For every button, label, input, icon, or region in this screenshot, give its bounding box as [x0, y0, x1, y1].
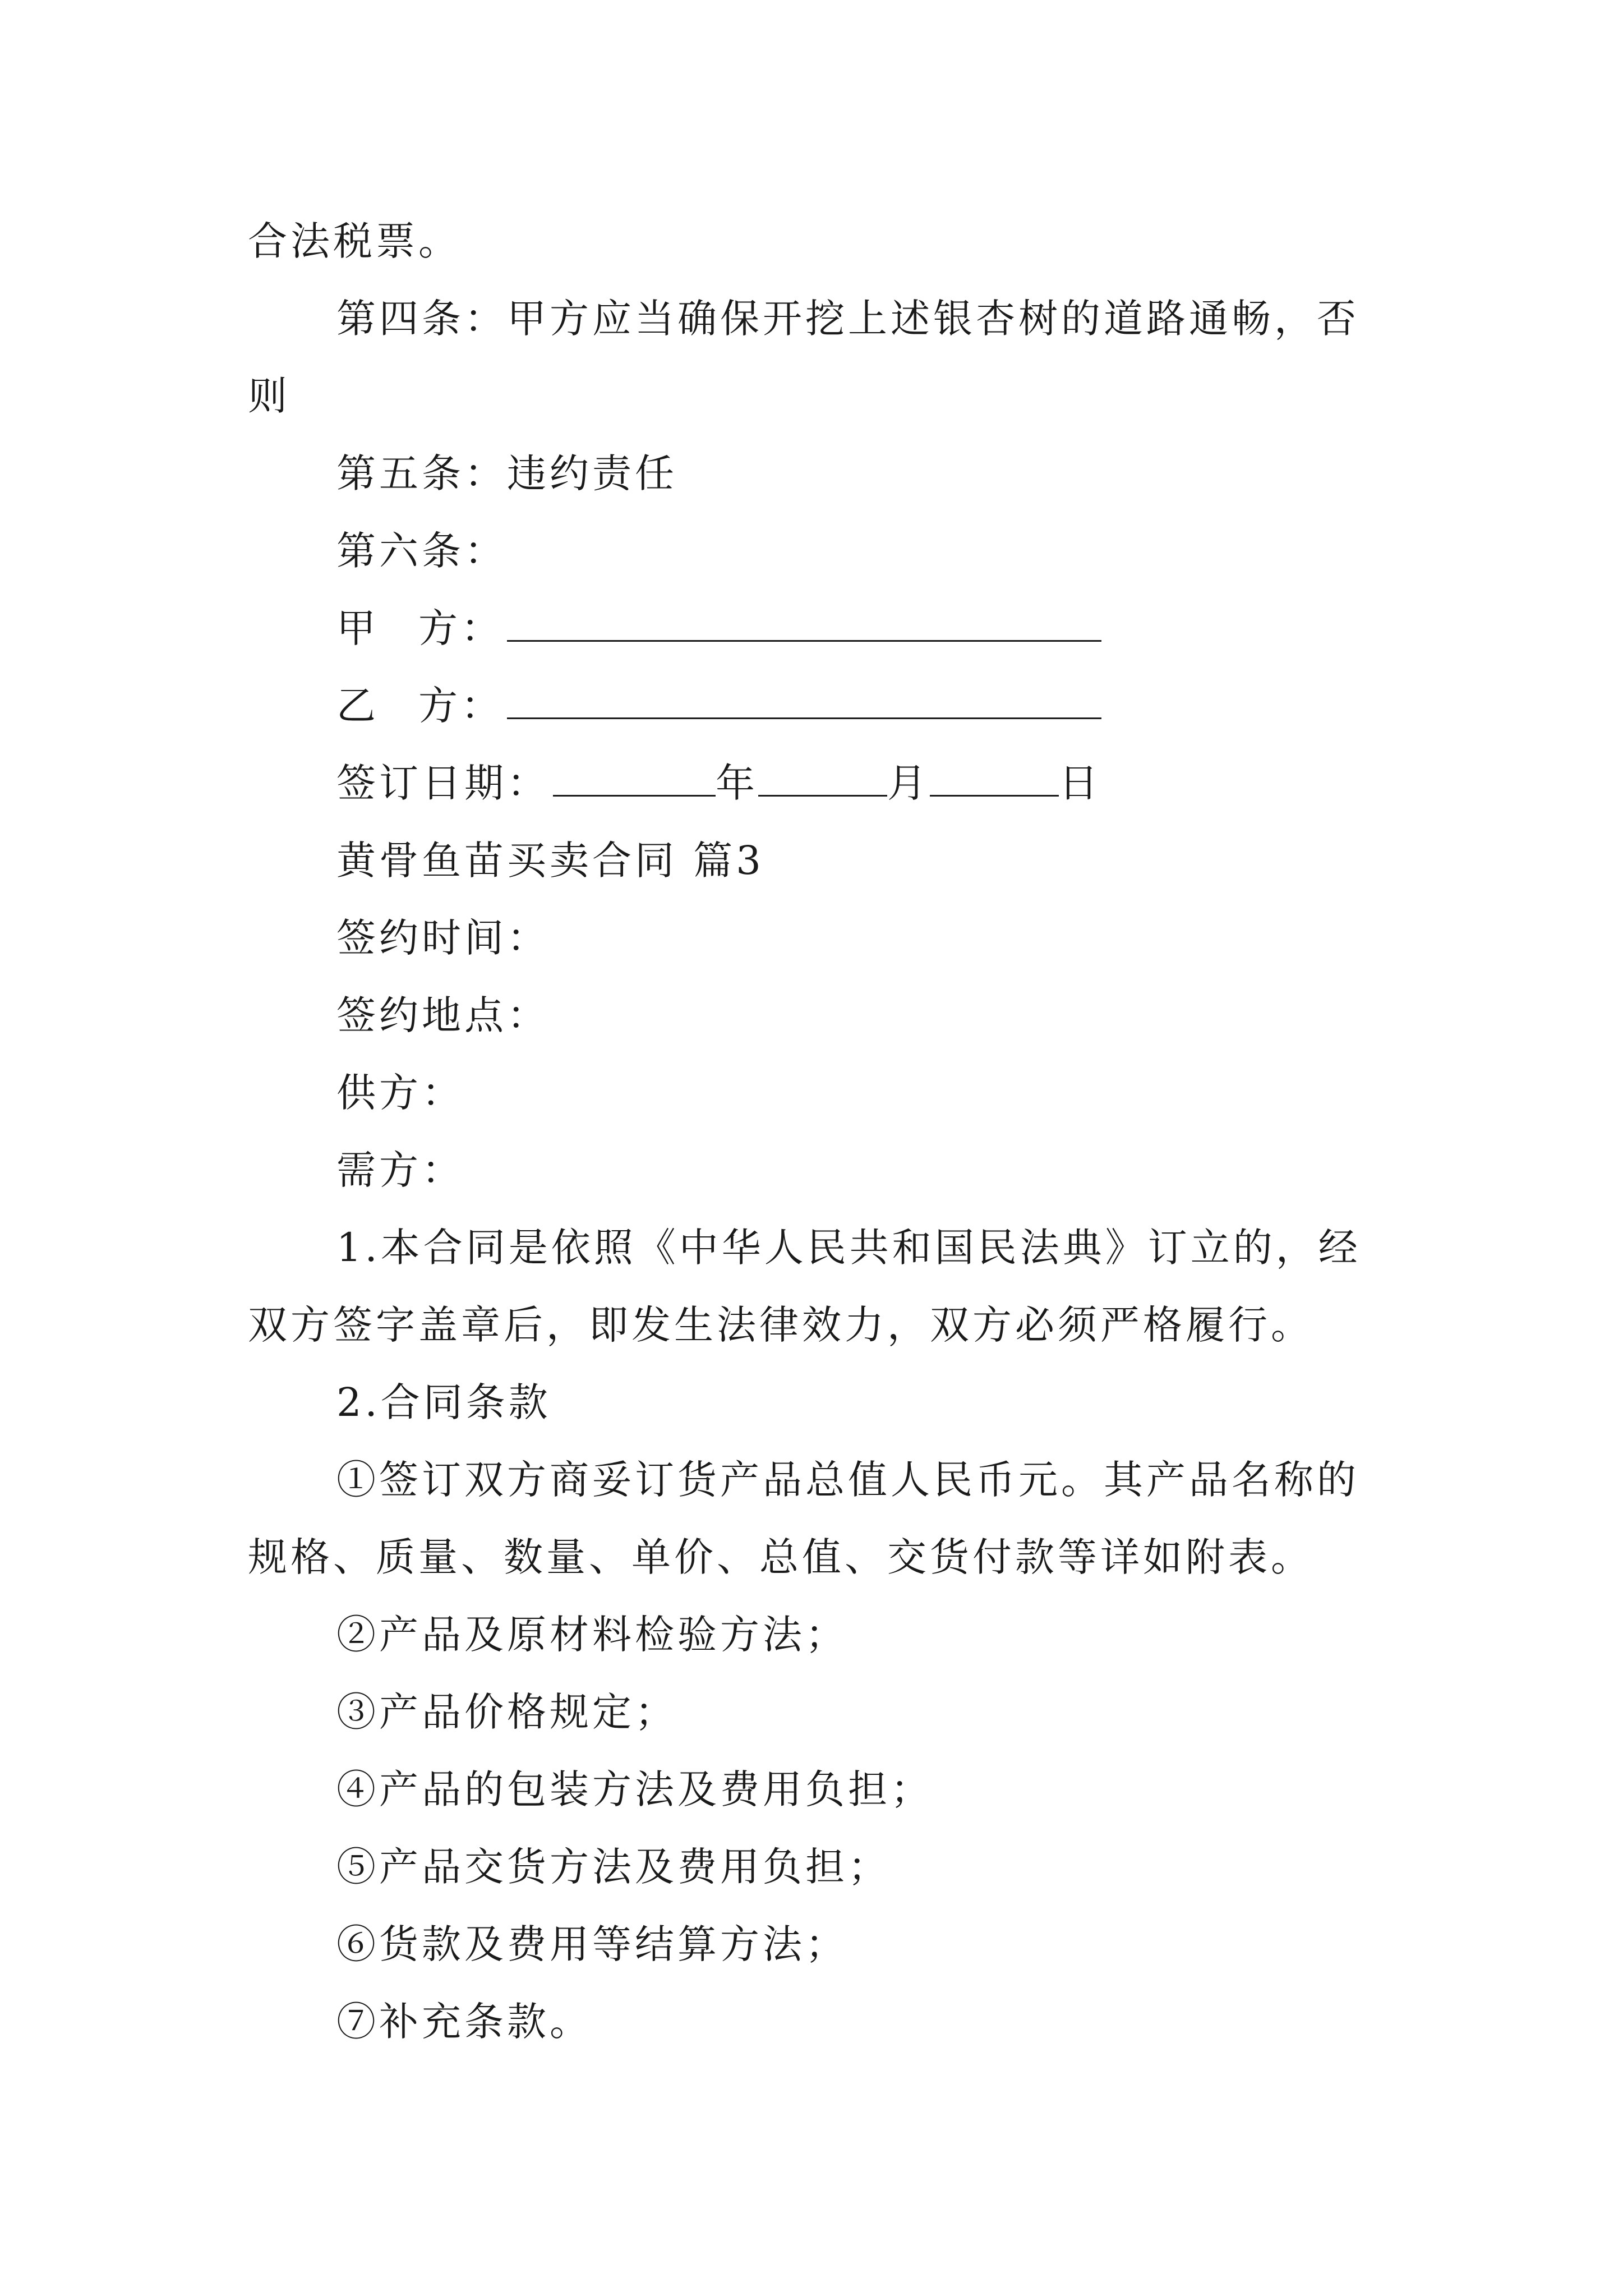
sign-date-label: 签订日期： [336, 760, 550, 806]
month-label: 月 [887, 760, 930, 806]
party-a-line [336, 601, 1486, 655]
article-four-line: 第四条：甲方应当确保开挖上述银杏树的道路通畅，否 [336, 296, 1359, 342]
party-b-label-1: 乙 [336, 683, 379, 729]
sign-date-line [336, 756, 1486, 810]
clause-two-item-1-line-2: 规格、质量、数量、单价、总值、交货付款等详如附表。 [248, 1534, 1313, 1580]
clause-two-item-3: ③产品价格规定； [336, 1689, 677, 1735]
signing-place-field: 签约地点： [336, 992, 550, 1038]
party-b-signature-blank [507, 683, 1101, 719]
clause-one-line-1: 1.本合同是依照《中华人民共和国民法典》订立的，经 [336, 1225, 1361, 1271]
signing-time-field: 签约时间： [336, 915, 550, 961]
supplier-field: 供方： [336, 1070, 464, 1116]
clause-two-item-5: ⑤产品交货方法及费用负担； [336, 1844, 891, 1890]
party-a-signature-blank [507, 605, 1101, 642]
party-a-label-2: 方： [418, 605, 504, 651]
buyer-field: 需方： [336, 1147, 464, 1193]
month-blank [758, 760, 887, 797]
text-line: 合法税票。 [248, 218, 461, 264]
clause-two-item-1-line-1: ①签订双方商妥订货产品总值人民币元。其产品名称的 [336, 1457, 1359, 1503]
year-blank [553, 760, 716, 797]
clause-two-item-7: ⑦补充条款。 [336, 1999, 592, 2045]
article-four-continuation: 则 [248, 373, 291, 419]
section-title: 黄骨鱼苗买卖合同 篇3 [336, 838, 764, 884]
day-label: 日 [1059, 760, 1101, 806]
clause-two-item-6: ⑥货款及费用等结算方法； [336, 1921, 848, 1967]
party-b-label-2: 方： [418, 683, 504, 729]
clause-one-line-2: 双方签字盖章后，即发生法律效力，双方必须严格履行。 [248, 1302, 1313, 1348]
article-six-heading: 第六条： [336, 528, 507, 574]
clause-two-item-2: ②产品及原材料检验方法； [336, 1612, 848, 1658]
day-blank [930, 760, 1059, 797]
party-a-label-1: 甲 [336, 605, 379, 651]
article-five-heading: 第五条：违约责任 [336, 450, 677, 496]
year-label: 年 [716, 760, 758, 806]
party-b-line [336, 679, 1486, 733]
clause-two-item-4: ④产品的包装方法及费用负担； [336, 1766, 933, 1812]
clause-two-title: 2.合同条款 [336, 1379, 551, 1425]
